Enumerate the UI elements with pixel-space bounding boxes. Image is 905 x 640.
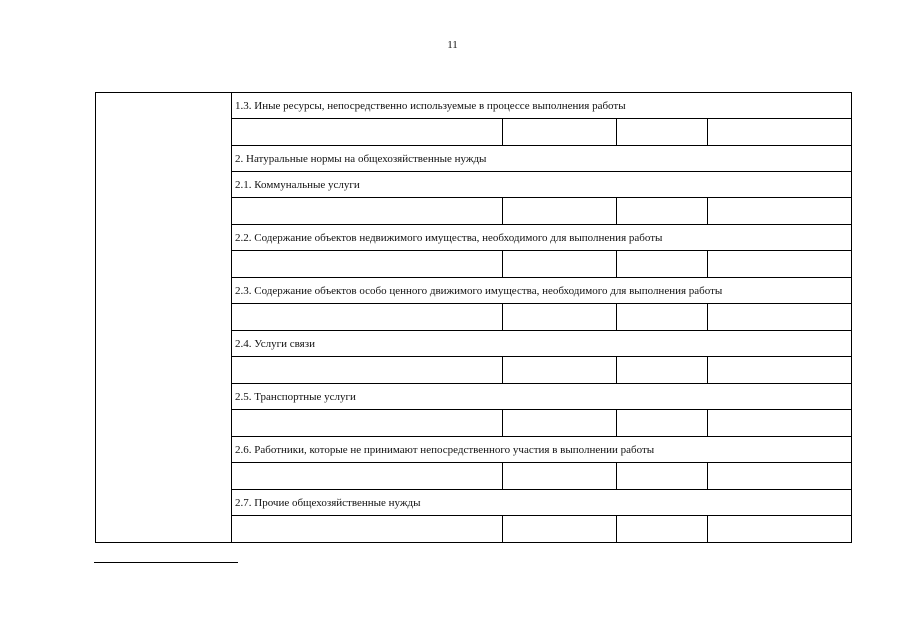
empty-value-cell	[503, 516, 617, 543]
section-heading-cell: 2.7. Прочие общехозяйственные нужды	[232, 490, 852, 516]
norms-table	[95, 92, 852, 543]
empty-value-cell	[617, 198, 708, 225]
empty-value-cell	[232, 463, 503, 490]
section-heading-cell: 2.5. Транспортные услуги	[232, 384, 852, 410]
footnote-separator-line	[94, 562, 238, 563]
empty-value-cell	[503, 463, 617, 490]
empty-value-cell	[617, 410, 708, 437]
empty-value-cell	[503, 119, 617, 146]
work-name-cell	[96, 93, 232, 543]
section-heading-row	[96, 93, 852, 119]
empty-value-cell	[708, 304, 852, 331]
empty-value-cell	[503, 198, 617, 225]
empty-value-cell	[617, 251, 708, 278]
page-number: 11	[447, 39, 458, 51]
empty-value-cell	[708, 251, 852, 278]
section-heading-cell: 1.3. Иные ресурсы, непосредственно используемые в процессе выполнения работы	[232, 93, 852, 119]
empty-value-cell	[232, 410, 503, 437]
empty-value-cell	[232, 304, 503, 331]
empty-value-cell	[617, 119, 708, 146]
empty-value-cell	[708, 516, 852, 543]
section-heading-cell: 2. Натуральные нормы на общехозяйственные нужды	[232, 146, 852, 172]
empty-value-cell	[708, 357, 852, 384]
empty-value-cell	[232, 251, 503, 278]
empty-value-cell	[708, 410, 852, 437]
empty-value-cell	[232, 516, 503, 543]
empty-value-cell	[617, 463, 708, 490]
empty-value-cell	[617, 357, 708, 384]
empty-value-cell	[708, 119, 852, 146]
section-heading-cell: 2.2. Содержание объектов недвижимого имущества, необходимого для выполнения работы	[232, 225, 852, 251]
empty-value-cell	[503, 304, 617, 331]
section-heading-cell: 2.3. Содержание объектов особо ценного движимого имущества, необходимого для выполнения работы	[232, 278, 852, 304]
section-heading-cell: 2.1. Коммунальные услуги	[232, 172, 852, 198]
empty-value-cell	[617, 304, 708, 331]
empty-value-cell	[232, 357, 503, 384]
empty-value-cell	[708, 463, 852, 490]
empty-value-cell	[503, 357, 617, 384]
empty-value-cell	[503, 410, 617, 437]
empty-value-cell	[503, 251, 617, 278]
empty-value-cell	[617, 516, 708, 543]
section-heading-cell: 2.4. Услуги связи	[232, 331, 852, 357]
empty-value-cell	[232, 119, 503, 146]
section-heading-cell: 2.6. Работники, которые не принимают непосредственного участия в выполнении работы	[232, 437, 852, 463]
empty-value-cell	[232, 198, 503, 225]
empty-value-cell	[708, 198, 852, 225]
